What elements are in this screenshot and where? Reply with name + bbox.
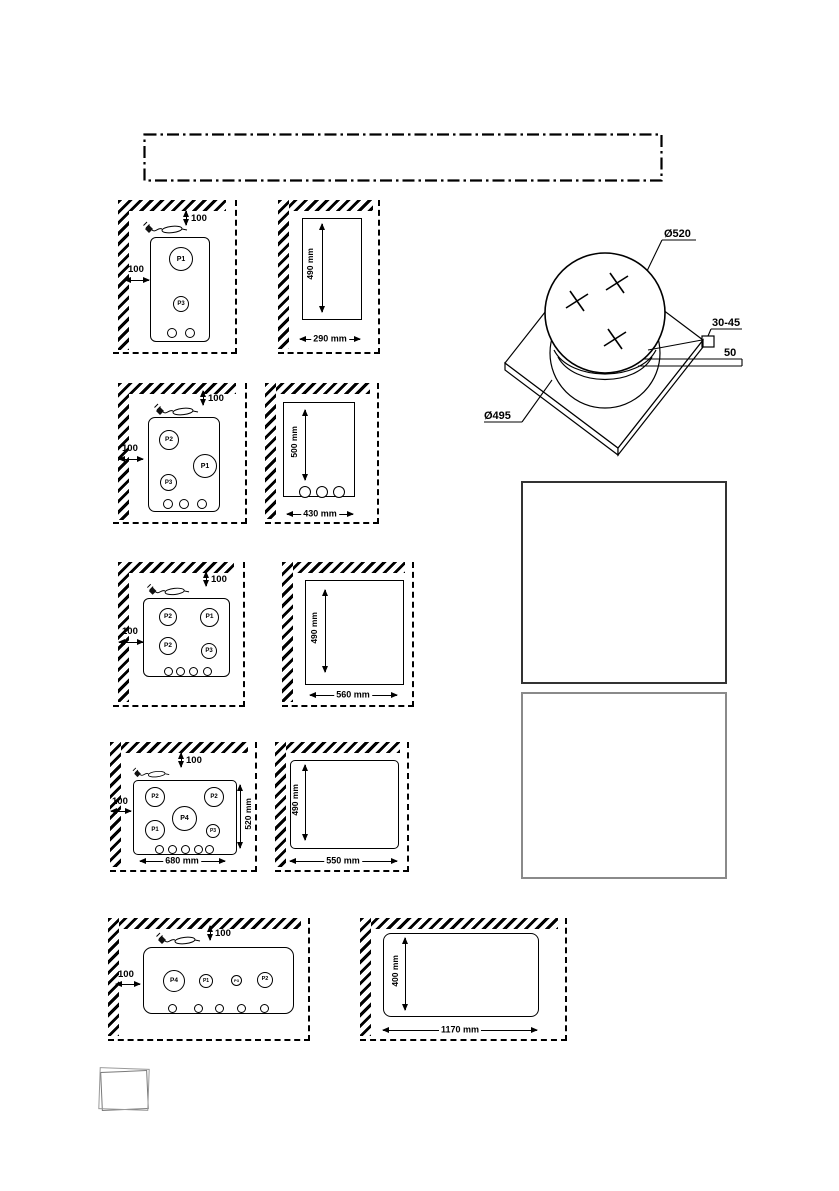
install-diagram-2-burner	[113, 200, 237, 354]
control-knob	[163, 499, 173, 509]
install-diagram-linear-hob	[108, 918, 310, 1041]
clearance-top-arrow	[210, 926, 211, 940]
hob-outline	[143, 947, 294, 1014]
hatch-wall-top	[365, 918, 558, 929]
install-diagram-5-burner	[110, 742, 257, 872]
spacer-height-label: 50	[724, 347, 737, 359]
knob-hole	[299, 486, 311, 498]
hatch-wall-top	[283, 200, 373, 211]
burner	[159, 608, 177, 626]
height-dim-arrow	[322, 224, 323, 312]
clearance-top-label: 100	[191, 213, 207, 224]
clearance-left-arrow	[111, 811, 131, 812]
burner-label: P2	[165, 435, 173, 443]
control-knob	[168, 845, 177, 854]
install-diagram-3-burner	[113, 383, 247, 524]
install-diagram-4-burner	[113, 562, 245, 707]
cutout-diagram-4-burner	[282, 562, 414, 707]
height-dim-arrow	[305, 765, 306, 840]
knob-hole	[316, 486, 328, 498]
control-knob	[164, 667, 173, 676]
burner-label: P2	[164, 641, 172, 649]
clearance-left-arrow	[116, 984, 140, 985]
burner-label: P2	[261, 976, 269, 983]
sketch-box	[98, 1066, 154, 1116]
control-knob	[167, 328, 177, 338]
burner-label: P1	[200, 462, 210, 470]
power-cord-icon	[140, 220, 188, 235]
sketch-box-line	[98, 1067, 149, 1111]
dash-dot-frame	[143, 133, 663, 187]
worktop-thickness-label: 30-45	[712, 317, 741, 329]
burner-label: P1	[176, 255, 186, 263]
control-knob	[181, 845, 190, 854]
burner	[145, 820, 165, 840]
clearance-top-label: 100	[211, 574, 227, 585]
burner	[204, 787, 224, 807]
hatch-wall-left	[360, 918, 371, 1036]
clearance-left-arrow	[119, 459, 143, 460]
burner-label: P2	[210, 794, 218, 800]
cutout-diagram-2-burner	[278, 200, 380, 354]
burner	[200, 608, 219, 627]
burner-label: P3	[209, 827, 217, 834]
empty-frame-top	[521, 481, 727, 684]
clearance-top-label: 100	[215, 928, 231, 939]
dash-dot-border	[143, 133, 663, 182]
round-hob-3d-diagram	[478, 212, 768, 458]
control-knob	[168, 1004, 177, 1013]
height-dim-arrow	[325, 590, 326, 672]
burner-label: P2	[151, 794, 159, 800]
cutout-width-label: 560 mm	[336, 689, 370, 700]
height-dim-arrow	[305, 410, 306, 480]
hatch-wall-top	[270, 383, 370, 394]
clearance-top-arrow	[186, 211, 187, 225]
control-knob	[197, 499, 207, 509]
hatch-wall-top	[118, 562, 234, 573]
cutout-diagram-5-burner	[275, 742, 409, 872]
burner	[201, 643, 217, 659]
hatch-wall-top	[287, 562, 405, 573]
burner	[169, 247, 193, 271]
cutout-width-label: 430 mm	[303, 508, 337, 519]
cutout-height-label: 490 mm	[309, 612, 319, 644]
hob-diameter-label: Ø520	[664, 228, 691, 240]
cutout-rect	[305, 580, 404, 685]
control-knob	[155, 845, 164, 854]
clearance-left-label: 100	[122, 626, 138, 637]
hatch-wall-left	[265, 383, 276, 519]
thickness-indicator	[702, 336, 714, 347]
hatch-wall-left	[278, 200, 289, 349]
clearance-left-arrow	[125, 280, 149, 281]
cutout-diagram-linear-hob	[360, 918, 567, 1041]
cutout-diagram-3-burner	[265, 383, 379, 524]
hob-depth-arrow	[240, 785, 241, 848]
burner	[172, 806, 197, 831]
burner	[173, 296, 189, 312]
clearance-top-label: 100	[208, 393, 224, 404]
hob-outline	[150, 237, 210, 342]
hatch-wall-top	[118, 200, 226, 211]
burner	[257, 972, 273, 988]
power-cord-icon	[151, 402, 199, 417]
clearance-left-arrow	[119, 642, 143, 643]
burner-label: P3	[234, 977, 239, 983]
burner-label: P1	[205, 613, 214, 621]
burner	[160, 474, 177, 491]
hatch-wall-top	[280, 742, 400, 753]
clearance-left-label: 100	[128, 264, 144, 275]
cutout-height-label: 490 mm	[290, 784, 300, 816]
cutout-width-label: 1170 mm	[440, 1024, 480, 1035]
clearance-top-arrow	[206, 572, 207, 586]
burner-label: P1	[151, 827, 159, 833]
burner	[145, 787, 165, 807]
power-cord-icon	[130, 766, 170, 779]
control-knob	[194, 1004, 203, 1013]
burner-label: P4	[170, 976, 178, 984]
burner	[206, 824, 220, 838]
clearance-top-arrow	[181, 753, 182, 767]
clearance-top-label: 100	[186, 755, 202, 766]
burner-label: P4	[180, 815, 189, 822]
control-knob	[176, 667, 185, 676]
control-knob	[203, 667, 212, 676]
cutout-width-label: 550 mm	[326, 855, 360, 866]
control-knob	[194, 845, 203, 854]
hob-outline	[133, 780, 237, 855]
cutout-height-label: 490 mm	[305, 248, 315, 280]
burner	[193, 454, 217, 478]
control-knob	[179, 499, 189, 509]
control-knob	[189, 667, 198, 676]
burner-label: P3	[205, 648, 213, 654]
height-dim-arrow	[405, 938, 406, 1010]
hob-depth-label: 520 mm	[243, 798, 253, 830]
clearance-top-arrow	[203, 391, 204, 405]
cutout-width-label: 290 mm	[313, 333, 347, 344]
hob-outline	[148, 417, 220, 512]
hatch-wall-left	[118, 200, 129, 350]
clearance-left-label: 100	[122, 443, 138, 454]
burner-label: P3	[177, 301, 185, 307]
burner	[231, 975, 242, 986]
clearance-left-label: 100	[112, 796, 128, 807]
burner	[199, 974, 213, 988]
cutout-height-label: 400 mm	[390, 955, 400, 987]
hob-outline	[143, 598, 230, 677]
control-knob	[260, 1004, 269, 1013]
burner	[159, 637, 177, 655]
hatch-wall-left	[275, 742, 286, 867]
power-cord-icon	[153, 931, 201, 946]
clearance-left-label: 100	[118, 969, 134, 980]
cutout-diameter-label: Ø495	[484, 410, 511, 422]
hatch-wall-left	[282, 562, 293, 702]
control-knob	[205, 845, 214, 854]
knob-hole	[333, 486, 345, 498]
burner-label: P3	[164, 479, 173, 486]
power-cord-icon	[144, 582, 190, 597]
control-knob	[237, 1004, 246, 1013]
control-knob	[215, 1004, 224, 1013]
burner	[159, 430, 179, 450]
burner	[163, 970, 185, 992]
burner-label: P2	[164, 612, 172, 620]
control-knob	[185, 328, 195, 338]
burner-label: P1	[202, 977, 210, 984]
cutout-height-label: 500 mm	[289, 426, 299, 458]
empty-frame-bottom	[521, 692, 727, 879]
hob-width-label: 680 mm	[165, 855, 199, 866]
